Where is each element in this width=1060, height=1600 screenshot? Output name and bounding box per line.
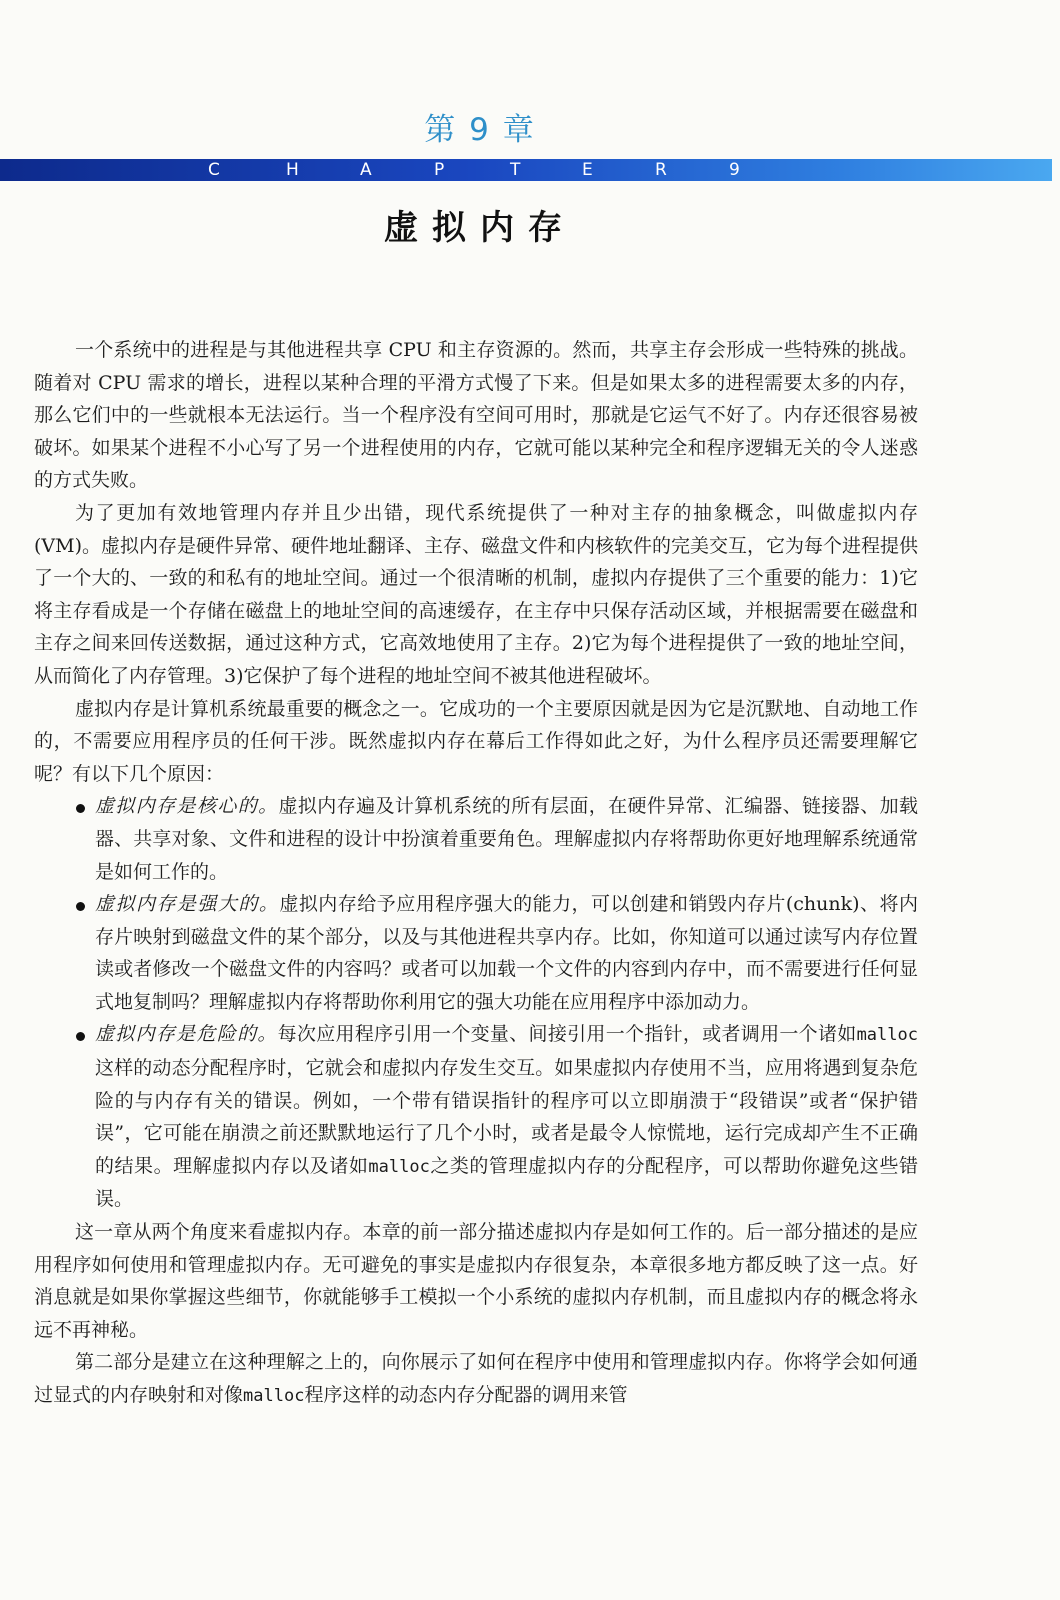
paragraph: 虚拟内存是计算机系统最重要的概念之一。它成功的一个主要原因就是因为它是沉默地、自动地工作的，不需要应用程序员的任何干涉。既然虚拟内存在幕后工作得如此之好，为什么程序员还需要理解它呢？有以下几个原因： <box>34 697 918 785</box>
band-letter: A <box>360 160 372 180</box>
paragraph: 一个系统中的进程是与其他进程共享 CPU 和主存资源的。然而，共享主存会形成一些特殊的挑战。随着对 CPU 需求的增长，进程以某种合理的平滑方式慢了下来。但是如果太多的进程需要太多的内存，那么它们中的一些就根本无法运行。当一个程序没有空间可用时，那就是它运气不好了。内存还很容易被破坏。如果某个进程不小心写了另一个进程使用的内存，它就可能以某种完全和程序逻辑无关的令人迷惑的方式失败。 <box>34 339 918 492</box>
reasons-list <box>34 790 918 1216</box>
paragraph-text: 程序这样的动态内存分配器的调用来管 <box>304 1384 628 1406</box>
chapter-number: 第 9 章 <box>424 112 536 148</box>
bullet-dot <box>76 804 85 813</box>
bullet-lead: 虚拟内存是核心的。 <box>95 795 279 818</box>
chapter-title: 虚拟内存 <box>384 208 576 248</box>
bullet-dot <box>76 902 85 911</box>
bullet-text: 每次应用程序引用一个变量、间接引用一个指针，或者调用一个诸如 <box>277 1023 857 1046</box>
code-malloc: malloc <box>243 1386 305 1406</box>
list-item <box>34 1018 918 1216</box>
band-letter: E <box>582 160 593 180</box>
chapter-band <box>0 159 1052 181</box>
paragraph-text: 第二部分是建立在这种理解之上的，向你展示了如何在程序中使用和管理虚拟内存。你将学会如何通过显式的内存映射和对像 <box>34 1351 918 1406</box>
code-malloc: malloc <box>368 1156 430 1177</box>
list-item <box>34 888 918 1018</box>
bullet-text: 之类的管理虚拟内存的分配程序，可以帮助你避免这些错误。 <box>95 1154 918 1211</box>
chapter-band-letters <box>0 159 1052 181</box>
bullet-text: 虚拟内存给予应用程序强大的能力，可以创建和销毁内存片(chunk)、将内存片映射到磁盘文件的某个部分，以及与其他进程共享内存。比如，你知道可以通过读写内存位置读或者修改一个磁盘文件的内容吗？或者可以加载一个文件的内容到内存中，而不需要进行任何显式地复制吗？理解虚拟内存将帮助你利用它的强大功能在应用程序中添加动力。 <box>95 893 918 1013</box>
band-letter: T <box>510 160 521 180</box>
bullet-dot <box>76 1032 85 1041</box>
bullet-text: 这样的动态分配程序时，它就会和虚拟内存发生交互。如果虚拟内存使用不当，应用将遇到复杂危险的与内存有关的错误。例如，一个带有错误指针的程序可以立即崩溃于“段错误”或者“保护错误”，它可能在崩溃之前还默默地运行了几个小时，或者是最令人惊慌地，运行完成却产生不正确的结果。理解虚拟内存以及诸如 <box>95 1057 918 1177</box>
bullet-lead: 虚拟内存是危险的。 <box>95 1023 278 1046</box>
bullet-text: 虚拟内存遍及计算机系统的所有层面，在硬件异常、汇编器、链接器、加载器、共享对象、文件和进程的设计中扮演着重要角色。理解虚拟内存将帮助你更好地理解系统通常是如何工作的。 <box>95 795 918 883</box>
code-malloc: malloc <box>856 1025 918 1046</box>
bullet-lead: 虚拟内存是强大的。 <box>95 893 280 916</box>
band-letter: C <box>208 160 220 180</box>
paragraph: 这一章从两个角度来看虚拟内存。本章的前一部分描述虚拟内存是如何工作的。后一部分描述的是应用程序如何使用和管理虚拟内存。无可避免的事实是虚拟内存很复杂，本章很多地方都反映了这一点。好消息就是如果你掌握这些细节，你就能够手工模拟一个小系统的虚拟内存机制，而且虚拟内存的概念将永远不再神秘。 <box>34 1221 918 1341</box>
band-letter: 9 <box>729 160 740 180</box>
list-item <box>34 790 918 888</box>
band-letter: H <box>286 160 299 180</box>
paragraph: 为了更加有效地管理内存并且少出错，现代系统提供了一种对主存的抽象概念，叫做虚拟内存(VM)。虚拟内存是硬件异常、硬件地址翻译、主存、磁盘文件和内核软件的完美交互，它为每个进程提供了一个大的、一致的和私有的地址空间。通过一个很清晰的机制，虚拟内存提供了三个重要的能力：1)它将主存看成是一个存储在磁盘上的地址空间的高速缓存，在主存中只保存活动区域，并根据需要在磁盘和主存之间来回传送数据，通过这种方式，它高效地使用了主存。2)它为每个进程提供了一致的地址空间，从而简化了内存管理。3)它保护了每个进程的地址空间不被其他进程破坏。 <box>34 501 919 687</box>
band-letter: R <box>655 160 667 180</box>
band-letter: P <box>434 160 445 180</box>
body-text <box>34 334 918 1413</box>
paragraph <box>34 1346 918 1412</box>
